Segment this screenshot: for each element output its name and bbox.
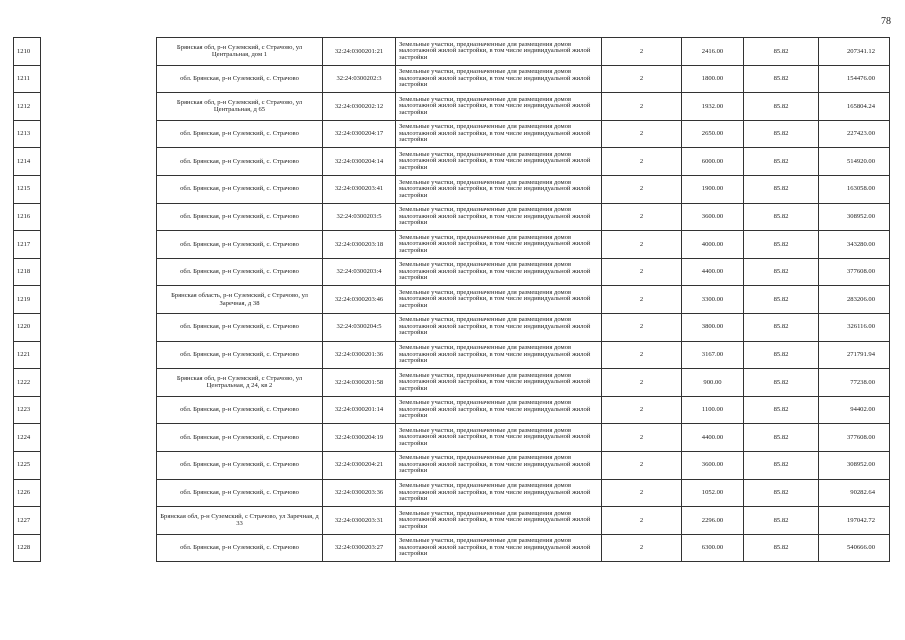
table-row <box>14 341 890 369</box>
empty-cell <box>41 93 157 121</box>
address-cell: обл. Брянская, р-н Суземский, с. Страчово <box>157 231 323 259</box>
row-number: 1224 <box>14 424 41 452</box>
cadastral-number-cell: 32:24:0300203:4 <box>323 258 396 286</box>
address-cell: обл. Брянская, р-н Суземский, с. Страчово <box>157 451 323 479</box>
cadastral-number-cell: 32:24:0300201:21 <box>323 38 396 66</box>
land-use-cell: Земельные участки, предназначенные для размещения домов малоэтажной жилой застройки, в том числе индивидуальной жилой застройки <box>396 396 602 424</box>
address-cell: обл. Брянская, р-н Суземский, с. Страчово <box>157 534 323 562</box>
row-number: 1221 <box>14 341 41 369</box>
empty-cell <box>41 451 157 479</box>
category-cell: 2 <box>602 313 682 341</box>
rate-cell: 85.82 <box>744 203 819 231</box>
empty-cell <box>41 507 157 535</box>
address-cell: обл. Брянская, р-н Суземский, с. Страчово <box>157 258 323 286</box>
empty-cell <box>41 120 157 148</box>
table-row <box>14 120 890 148</box>
cadastral-number-cell: 32:24:0300203:36 <box>323 479 396 507</box>
empty-cell <box>41 231 157 259</box>
cadastral-number-cell: 32:24:0300204:19 <box>323 424 396 452</box>
cadastral-value-cell: 540666.00 <box>819 534 890 562</box>
land-use-cell: Земельные участки, предназначенные для размещения домов малоэтажной жилой застройки, в том числе индивидуальной жилой застройки <box>396 231 602 259</box>
area-cell: 6300.00 <box>682 534 744 562</box>
cadastral-number-cell: 32:24:0300203:46 <box>323 286 396 314</box>
land-use-cell: Земельные участки, предназначенные для размещения домов малоэтажной жилой застройки, в том числе индивидуальной жилой застройки <box>396 451 602 479</box>
land-use-cell: Земельные участки, предназначенные для размещения домов малоэтажной жилой застройки, в том числе индивидуальной жилой застройки <box>396 203 602 231</box>
land-use-cell: Земельные участки, предназначенные для размещения домов малоэтажной жилой застройки, в том числе индивидуальной жилой застройки <box>396 65 602 93</box>
cadastral-number-cell: 32:24:0300203:5 <box>323 203 396 231</box>
cadastral-number-cell: 32:24:0300204:21 <box>323 451 396 479</box>
land-use-cell: Земельные участки, предназначенные для размещения домов малоэтажной жилой застройки, в том числе индивидуальной жилой застройки <box>396 148 602 176</box>
area-cell: 3800.00 <box>682 313 744 341</box>
empty-cell <box>41 286 157 314</box>
rate-cell: 85.82 <box>744 65 819 93</box>
cadastral-number-cell: 32:24:0300203:18 <box>323 231 396 259</box>
address-cell: Брянская обл, р-н Суземский, с Страчово, ул Центральная, д 65 <box>157 93 323 121</box>
rate-cell: 85.82 <box>744 534 819 562</box>
cadastral-number-cell: 32:24:0300202:3 <box>323 65 396 93</box>
row-number: 1212 <box>14 93 41 121</box>
table-row <box>14 313 890 341</box>
category-cell: 2 <box>602 479 682 507</box>
empty-cell <box>41 203 157 231</box>
page-number: 78 <box>881 16 891 27</box>
table-row <box>14 479 890 507</box>
cadastral-value-cell: 308952.00 <box>819 203 890 231</box>
address-cell: обл. Брянская, р-н Суземский, с. Страчово <box>157 341 323 369</box>
cadastral-number-cell: 32:24:0300204:5 <box>323 313 396 341</box>
rate-cell: 85.82 <box>744 313 819 341</box>
land-use-cell: Земельные участки, предназначенные для размещения домов малоэтажной жилой застройки, в том числе индивидуальной жилой застройки <box>396 369 602 397</box>
category-cell: 2 <box>602 231 682 259</box>
area-cell: 1100.00 <box>682 396 744 424</box>
cadastral-value-cell: 308952.00 <box>819 451 890 479</box>
table-row <box>14 148 890 176</box>
category-cell: 2 <box>602 534 682 562</box>
table-row <box>14 65 890 93</box>
table-row <box>14 396 890 424</box>
cadastral-value-cell: 343280.00 <box>819 231 890 259</box>
empty-cell <box>41 65 157 93</box>
cadastral-value-table <box>13 37 890 562</box>
land-use-cell: Земельные участки, предназначенные для размещения домов малоэтажной жилой застройки, в том числе индивидуальной жилой застройки <box>396 286 602 314</box>
cadastral-number-cell: 32:24:0300203:31 <box>323 507 396 535</box>
cadastral-value-cell: 197042.72 <box>819 507 890 535</box>
cadastral-value-cell: 163058.00 <box>819 175 890 203</box>
cadastral-number-cell: 32:24:0300204:17 <box>323 120 396 148</box>
area-cell: 3167.00 <box>682 341 744 369</box>
rate-cell: 85.82 <box>744 424 819 452</box>
category-cell: 2 <box>602 451 682 479</box>
land-use-cell: Земельные участки, предназначенные для размещения домов малоэтажной жилой застройки, в том числе индивидуальной жилой застройки <box>396 93 602 121</box>
rate-cell: 85.82 <box>744 120 819 148</box>
category-cell: 2 <box>602 148 682 176</box>
category-cell: 2 <box>602 369 682 397</box>
area-cell: 1900.00 <box>682 175 744 203</box>
cadastral-number-cell: 32:24:0300201:58 <box>323 369 396 397</box>
address-cell: обл. Брянская, р-н Суземский, с. Страчово <box>157 396 323 424</box>
category-cell: 2 <box>602 396 682 424</box>
empty-cell <box>41 258 157 286</box>
table-row <box>14 38 890 66</box>
area-cell: 3600.00 <box>682 203 744 231</box>
table-row <box>14 175 890 203</box>
cadastral-value-cell: 514920.00 <box>819 148 890 176</box>
category-cell: 2 <box>602 424 682 452</box>
area-cell: 2416.00 <box>682 38 744 66</box>
cadastral-value-cell: 377608.00 <box>819 424 890 452</box>
table-row <box>14 369 890 397</box>
empty-cell <box>41 341 157 369</box>
address-cell: обл. Брянская, р-н Суземский, с. Страчово <box>157 313 323 341</box>
row-number: 1222 <box>14 369 41 397</box>
category-cell: 2 <box>602 175 682 203</box>
area-cell: 3300.00 <box>682 286 744 314</box>
table-row <box>14 286 890 314</box>
land-use-cell: Земельные участки, предназначенные для размещения домов малоэтажной жилой застройки, в том числе индивидуальной жилой застройки <box>396 120 602 148</box>
area-cell: 2650.00 <box>682 120 744 148</box>
row-number: 1210 <box>14 38 41 66</box>
empty-cell <box>41 479 157 507</box>
cadastral-value-cell: 77238.00 <box>819 369 890 397</box>
row-number: 1226 <box>14 479 41 507</box>
empty-cell <box>41 148 157 176</box>
address-cell: обл. Брянская, р-н Суземский, с. Страчово <box>157 65 323 93</box>
empty-cell <box>41 38 157 66</box>
cadastral-number-cell: 32:24:0300204:14 <box>323 148 396 176</box>
land-use-cell: Земельные участки, предназначенные для размещения домов малоэтажной жилой застройки, в том числе индивидуальной жилой застройки <box>396 534 602 562</box>
table-row <box>14 534 890 562</box>
area-cell: 4400.00 <box>682 424 744 452</box>
rate-cell: 85.82 <box>744 93 819 121</box>
category-cell: 2 <box>602 258 682 286</box>
empty-cell <box>41 175 157 203</box>
table-row <box>14 203 890 231</box>
row-number: 1223 <box>14 396 41 424</box>
rate-cell: 85.82 <box>744 341 819 369</box>
land-use-cell: Земельные участки, предназначенные для размещения домов малоэтажной жилой застройки, в том числе индивидуальной жилой застройки <box>396 313 602 341</box>
row-number: 1228 <box>14 534 41 562</box>
land-use-cell: Земельные участки, предназначенные для размещения домов малоэтажной жилой застройки, в том числе индивидуальной жилой застройки <box>396 258 602 286</box>
category-cell: 2 <box>602 65 682 93</box>
empty-cell <box>41 313 157 341</box>
rate-cell: 85.82 <box>744 286 819 314</box>
empty-cell <box>41 534 157 562</box>
rate-cell: 85.82 <box>744 479 819 507</box>
table-body <box>14 38 890 562</box>
category-cell: 2 <box>602 38 682 66</box>
rate-cell: 85.82 <box>744 507 819 535</box>
category-cell: 2 <box>602 120 682 148</box>
rate-cell: 85.82 <box>744 451 819 479</box>
land-use-cell: Земельные участки, предназначенные для размещения домов малоэтажной жилой застройки, в том числе индивидуальной жилой застройки <box>396 175 602 203</box>
row-number: 1213 <box>14 120 41 148</box>
address-cell: Брянская область, р-н Суземский, с Страчово, ул Заречная, д 38 <box>157 286 323 314</box>
cadastral-value-cell: 207341.12 <box>819 38 890 66</box>
category-cell: 2 <box>602 507 682 535</box>
area-cell: 1800.00 <box>682 65 744 93</box>
address-cell: Брянская обл, р-н Суземский, с Страчово, ул Центральная, дом 1 <box>157 38 323 66</box>
row-number: 1218 <box>14 258 41 286</box>
area-cell: 3600.00 <box>682 451 744 479</box>
empty-cell <box>41 424 157 452</box>
area-cell: 4000.00 <box>682 231 744 259</box>
table-row <box>14 424 890 452</box>
area-cell: 900.00 <box>682 369 744 397</box>
rate-cell: 85.82 <box>744 231 819 259</box>
cadastral-value-cell: 227423.00 <box>819 120 890 148</box>
land-use-cell: Земельные участки, предназначенные для размещения домов малоэтажной жилой застройки, в том числе индивидуальной жилой застройки <box>396 424 602 452</box>
cadastral-value-cell: 94402.00 <box>819 396 890 424</box>
address-cell: Брянская обл, р-н Суземский, с Страчово, ул Центральная, д 24, кв 2 <box>157 369 323 397</box>
area-cell: 1052.00 <box>682 479 744 507</box>
address-cell: обл. Брянская, р-н Суземский, с. Страчово <box>157 175 323 203</box>
land-use-cell: Земельные участки, предназначенные для размещения домов малоэтажной жилой застройки, в том числе индивидуальной жилой застройки <box>396 479 602 507</box>
category-cell: 2 <box>602 341 682 369</box>
category-cell: 2 <box>602 93 682 121</box>
rate-cell: 85.82 <box>744 148 819 176</box>
cadastral-value-cell: 154476.00 <box>819 65 890 93</box>
cadastral-value-cell: 283206.00 <box>819 286 890 314</box>
cadastral-value-cell: 271791.94 <box>819 341 890 369</box>
row-number: 1214 <box>14 148 41 176</box>
area-cell: 6000.00 <box>682 148 744 176</box>
table-row <box>14 451 890 479</box>
row-number: 1211 <box>14 65 41 93</box>
row-number: 1215 <box>14 175 41 203</box>
table-row <box>14 93 890 121</box>
row-number: 1219 <box>14 286 41 314</box>
category-cell: 2 <box>602 203 682 231</box>
table-row <box>14 231 890 259</box>
row-number: 1220 <box>14 313 41 341</box>
area-cell: 2296.00 <box>682 507 744 535</box>
address-cell: обл. Брянская, р-н Суземский, с. Страчово <box>157 479 323 507</box>
rate-cell: 85.82 <box>744 258 819 286</box>
address-cell: Брянская обл, р-н Суземский, с Страчово, ул Заречная, д 33 <box>157 507 323 535</box>
rate-cell: 85.82 <box>744 369 819 397</box>
land-use-cell: Земельные участки, предназначенные для размещения домов малоэтажной жилой застройки, в том числе индивидуальной жилой застройки <box>396 341 602 369</box>
cadastral-value-cell: 377608.00 <box>819 258 890 286</box>
row-number: 1225 <box>14 451 41 479</box>
cadastral-number-cell: 32:24:0300203:27 <box>323 534 396 562</box>
rate-cell: 85.82 <box>744 175 819 203</box>
address-cell: обл. Брянская, р-н Суземский, с. Страчово <box>157 148 323 176</box>
row-number: 1217 <box>14 231 41 259</box>
empty-cell <box>41 396 157 424</box>
empty-cell <box>41 369 157 397</box>
rate-cell: 85.82 <box>744 396 819 424</box>
address-cell: обл. Брянская, р-н Суземский, с. Страчово <box>157 120 323 148</box>
table-row <box>14 258 890 286</box>
category-cell: 2 <box>602 286 682 314</box>
row-number: 1216 <box>14 203 41 231</box>
cadastral-value-cell: 326116.00 <box>819 313 890 341</box>
cadastral-number-cell: 32:24:0300202:12 <box>323 93 396 121</box>
rate-cell: 85.82 <box>744 38 819 66</box>
address-cell: обл. Брянская, р-н Суземский, с. Страчово <box>157 424 323 452</box>
cadastral-value-cell: 165804.24 <box>819 93 890 121</box>
table-row <box>14 507 890 535</box>
cadastral-value-cell: 90282.64 <box>819 479 890 507</box>
area-cell: 4400.00 <box>682 258 744 286</box>
land-use-cell: Земельные участки, предназначенные для размещения домов малоэтажной жилой застройки, в том числе индивидуальной жилой застройки <box>396 38 602 66</box>
land-use-cell: Земельные участки, предназначенные для размещения домов малоэтажной жилой застройки, в том числе индивидуальной жилой застройки <box>396 507 602 535</box>
cadastral-number-cell: 32:24:0300201:14 <box>323 396 396 424</box>
cadastral-number-cell: 32:24:0300203:41 <box>323 175 396 203</box>
cadastral-number-cell: 32:24:0300201:36 <box>323 341 396 369</box>
address-cell: обл. Брянская, р-н Суземский, с. Страчово <box>157 203 323 231</box>
row-number: 1227 <box>14 507 41 535</box>
area-cell: 1932.00 <box>682 93 744 121</box>
